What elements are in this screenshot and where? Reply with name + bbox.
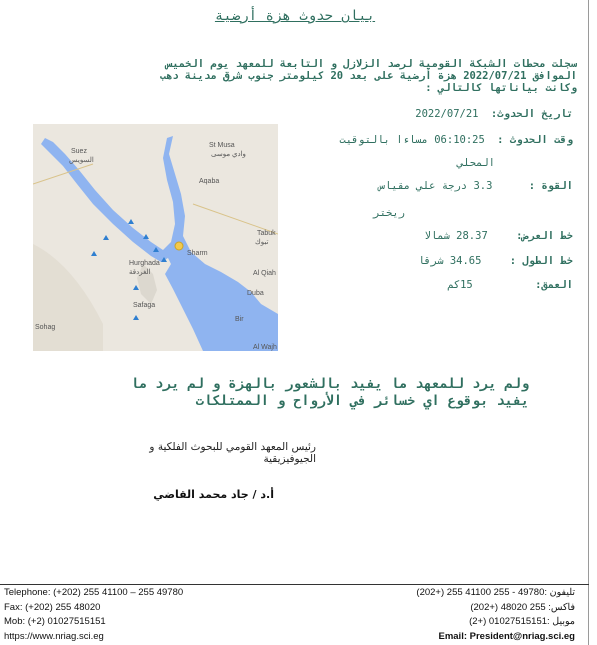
footer-fax-ar: فاكس: 255 48020 (+202) xyxy=(470,601,575,613)
footer-email-link[interactable]: Email: President@nriag.sci.eg xyxy=(438,630,575,642)
intro-paragraph xyxy=(17,58,577,94)
date-row xyxy=(415,108,573,120)
magnitude-row xyxy=(379,180,573,192)
footer-divider xyxy=(0,584,589,585)
depth-row xyxy=(447,279,573,291)
magnitude-label: القوة : xyxy=(528,180,573,192)
label-suez: Suez xyxy=(71,148,87,155)
longitude-label: خط الطول : xyxy=(509,255,573,267)
latitude-label: خط العرض: xyxy=(516,230,573,242)
signer-title: رئيس المعهد القومي للبحوث الفلكية و الجيوفيزيقية xyxy=(149,441,316,465)
label-duba: Duba xyxy=(247,290,264,297)
date-label: تاريخ الحدوث: xyxy=(490,108,573,120)
time-row xyxy=(339,134,573,146)
footer-website-link[interactable]: https://www.nriag.sci.eg xyxy=(4,630,104,642)
label-safaga: Safaga xyxy=(133,302,156,309)
statement-line-1: ولم يرد للمعهد ما يفيد بالشعور بالهزة و لم يرد ما xyxy=(130,376,529,392)
time-label: وقت الحدوث : xyxy=(497,134,573,146)
footer-fax-en: Fax: (+202) 255 48020 xyxy=(4,601,101,613)
label-aqaba: Aqaba xyxy=(199,178,220,185)
label-al-qiah: Al Qiah xyxy=(253,270,276,277)
footer-mob-en: Mob: (+2) 01027515151 xyxy=(4,616,106,627)
label-st-musa: St Musa xyxy=(209,142,235,149)
signer-name: أ.د / جاد محمد القاضي xyxy=(153,488,274,501)
label-hurghada: Hurghada xyxy=(129,260,160,267)
epicenter-map xyxy=(33,124,278,351)
label-tabuk-ar: تبوك xyxy=(255,239,269,246)
label-sharm: Sharm xyxy=(187,250,208,257)
intro-line-1: سجلت محطات الشبكة القومية لرصد الزلازل و التابعة للمعهد يوم الخميس xyxy=(166,58,577,70)
footer-telephone-ar: تليفون :49780 - 255 41100 255 (+202) xyxy=(416,587,575,598)
magnitude-value-cont: ريختر xyxy=(373,207,405,219)
latitude-row xyxy=(425,230,573,242)
footer-contacts-en xyxy=(4,586,183,644)
label-al-wajh: Al Wajh xyxy=(253,344,277,351)
label-hurghada-ar: الغردقة xyxy=(129,269,151,276)
label-sohag: Sohag xyxy=(35,324,56,331)
magnitude-value: 3.3 درجة علي مقياس xyxy=(378,180,493,192)
intro-line-3: وكانت بياناتها كالتالي : xyxy=(425,82,577,94)
depth-label: العمق: xyxy=(535,279,573,291)
depth-value: 15كم xyxy=(447,279,473,291)
footer-telephone-en: Telephone: (+202) 255 41100 – 255 49780 xyxy=(4,587,184,598)
longitude-value: 34.65 شرقا xyxy=(418,255,482,267)
page-title: بيان حدوث هزة أرضية xyxy=(214,8,376,24)
footer-contacts-ar xyxy=(416,586,575,644)
label-bir: Bir xyxy=(235,316,244,323)
label-st-musa-ar: وادي موسى xyxy=(211,151,246,158)
epicenter-marker xyxy=(175,242,183,250)
longitude-row xyxy=(418,255,573,267)
footer-mob-ar: موبيل :01027515151 (+2) xyxy=(469,616,575,627)
latitude-value: 28.37 شمالا xyxy=(424,230,488,242)
time-value-cont: المحلي xyxy=(457,157,495,169)
intro-line-2: الموافق 2022/07/21 هزة أرضية على بعد 20 كيلومتر جنوب شرق مدينة دهب xyxy=(159,70,577,82)
date-value: 2022/07/21 xyxy=(415,108,479,120)
statement xyxy=(29,376,529,410)
label-suez-ar: السويس xyxy=(69,157,94,164)
time-value: 06:10:25 مساءا بالتوقيت xyxy=(339,134,485,146)
statement-line-2: يفيد بوقوع اي خسائر في الأرواح و الممتلكات xyxy=(195,393,529,409)
label-tabuk: Tabuk xyxy=(257,230,276,237)
